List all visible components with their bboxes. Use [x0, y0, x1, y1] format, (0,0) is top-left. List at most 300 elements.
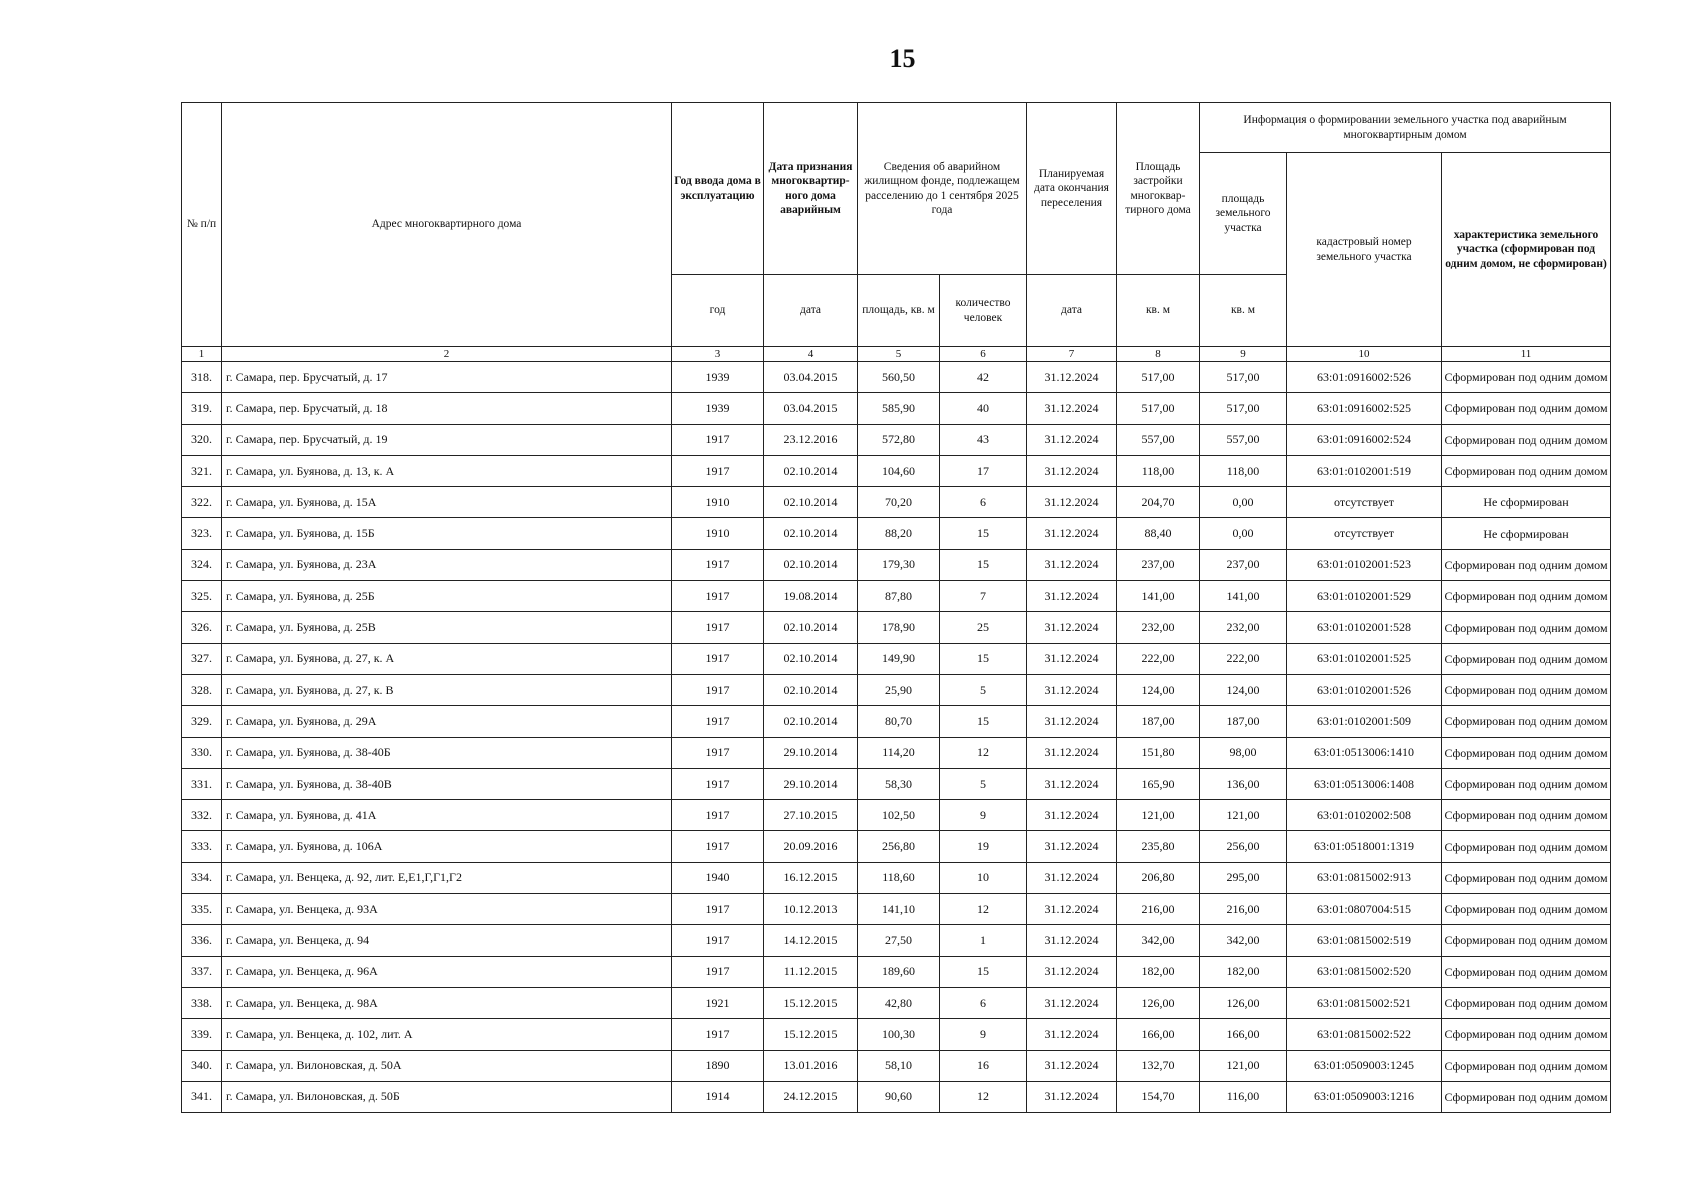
row-number: 338. [182, 987, 222, 1018]
recognition-date-cell: 03.04.2015 [764, 393, 858, 424]
year-cell: 1917 [672, 800, 764, 831]
land-area-cell: 557,00 [1200, 424, 1287, 455]
recognition-date-cell: 16.12.2015 [764, 862, 858, 893]
table-row [182, 925, 1611, 956]
table-row [182, 768, 1611, 799]
land-area-cell: 517,00 [1200, 393, 1287, 424]
column-number: 6 [940, 347, 1027, 362]
cadastral-number-cell: 63:01:0518001:1319 [1287, 831, 1442, 862]
planned-date-cell: 31.12.2024 [1027, 362, 1117, 393]
people-cell: 16 [940, 1050, 1027, 1081]
address-cell: г. Самара, пер. Брусчатый, д. 19 [222, 424, 672, 455]
table-row [182, 549, 1611, 580]
table-row [182, 643, 1611, 674]
address-cell: г. Самара, ул. Буянова, д. 38-40В [222, 768, 672, 799]
built-area-cell: 235,80 [1117, 831, 1200, 862]
land-area-cell: 232,00 [1200, 612, 1287, 643]
people-cell: 17 [940, 455, 1027, 486]
table-row [182, 831, 1611, 862]
people-cell: 42 [940, 362, 1027, 393]
land-status-cell: Сформирован под одним домом [1442, 1081, 1611, 1112]
column-number: 8 [1117, 347, 1200, 362]
area-cell: 102,50 [858, 800, 940, 831]
unit-area: площадь, кв. м [858, 275, 940, 347]
area-cell: 149,90 [858, 643, 940, 674]
emergency-housing-table [181, 102, 1611, 1113]
address-cell: г. Самара, пер. Брусчатый, д. 17 [222, 362, 672, 393]
area-cell: 25,90 [858, 674, 940, 705]
area-cell: 560,50 [858, 362, 940, 393]
table-row [182, 1050, 1611, 1081]
planned-date-cell: 31.12.2024 [1027, 737, 1117, 768]
table-row [182, 674, 1611, 705]
address-cell: г. Самара, ул. Буянова, д. 13, к. А [222, 455, 672, 486]
cadastral-number-cell: отсутствует [1287, 518, 1442, 549]
unit-year: год [672, 275, 764, 347]
land-area-cell: 136,00 [1200, 768, 1287, 799]
column-number: 9 [1200, 347, 1287, 362]
area-cell: 118,60 [858, 862, 940, 893]
planned-date-cell: 31.12.2024 [1027, 393, 1117, 424]
recognition-date-cell: 23.12.2016 [764, 424, 858, 455]
area-cell: 256,80 [858, 831, 940, 862]
col-cadastral-header: кадастровый номер земельного участка [1287, 153, 1442, 347]
year-cell: 1917 [672, 643, 764, 674]
land-status-cell: Сформирован под одним домом [1442, 362, 1611, 393]
table-row [182, 518, 1611, 549]
land-status-cell: Сформирован под одним домом [1442, 424, 1611, 455]
address-cell: г. Самара, ул. Вилоновская, д. 50Б [222, 1081, 672, 1112]
built-area-cell: 154,70 [1117, 1081, 1200, 1112]
cadastral-number-cell: отсутствует [1287, 487, 1442, 518]
built-area-cell: 126,00 [1117, 987, 1200, 1018]
planned-date-cell: 31.12.2024 [1027, 612, 1117, 643]
land-area-cell: 517,00 [1200, 362, 1287, 393]
table-row [182, 455, 1611, 486]
recognition-date-cell: 11.12.2015 [764, 956, 858, 987]
land-area-cell: 166,00 [1200, 1019, 1287, 1050]
year-cell: 1939 [672, 362, 764, 393]
address-cell: г. Самара, ул. Вилоновская, д. 50А [222, 1050, 672, 1081]
cadastral-number-cell: 63:01:0102002:508 [1287, 800, 1442, 831]
area-cell: 114,20 [858, 737, 940, 768]
year-cell: 1917 [672, 674, 764, 705]
cadastral-number-cell: 63:01:0807004:515 [1287, 894, 1442, 925]
planned-date-cell: 31.12.2024 [1027, 1081, 1117, 1112]
planned-date-cell: 31.12.2024 [1027, 956, 1117, 987]
built-area-cell: 187,00 [1117, 706, 1200, 737]
address-cell: г. Самара, ул. Буянова, д. 41А [222, 800, 672, 831]
land-area-cell: 124,00 [1200, 674, 1287, 705]
recognition-date-cell: 02.10.2014 [764, 518, 858, 549]
land-status-cell: Сформирован под одним домом [1442, 831, 1611, 862]
column-number: 10 [1287, 347, 1442, 362]
built-area-cell: 517,00 [1117, 393, 1200, 424]
row-number: 333. [182, 831, 222, 862]
planned-date-cell: 31.12.2024 [1027, 1050, 1117, 1081]
year-cell: 1890 [672, 1050, 764, 1081]
row-number: 336. [182, 925, 222, 956]
cadastral-number-cell: 63:01:0916002:524 [1287, 424, 1442, 455]
unit-date2: дата [1027, 275, 1117, 347]
people-cell: 6 [940, 987, 1027, 1018]
recognition-date-cell: 14.12.2015 [764, 925, 858, 956]
planned-date-cell: 31.12.2024 [1027, 862, 1117, 893]
people-cell: 25 [940, 612, 1027, 643]
built-area-cell: 88,40 [1117, 518, 1200, 549]
land-status-cell: Сформирован под одним домом [1442, 737, 1611, 768]
cadastral-number-cell: 63:01:0815002:519 [1287, 925, 1442, 956]
row-number: 335. [182, 894, 222, 925]
col-built-area-header: Площадь застройки многоквар-тирного дома [1117, 103, 1200, 275]
area-cell: 179,30 [858, 549, 940, 580]
planned-date-cell: 31.12.2024 [1027, 1019, 1117, 1050]
table-row [182, 424, 1611, 455]
table-row [182, 487, 1611, 518]
planned-date-cell: 31.12.2024 [1027, 768, 1117, 799]
land-area-cell: 256,00 [1200, 831, 1287, 862]
address-cell: г. Самара, ул. Венцека, д. 96А [222, 956, 672, 987]
built-area-cell: 237,00 [1117, 549, 1200, 580]
year-cell: 1917 [672, 581, 764, 612]
column-number: 7 [1027, 347, 1117, 362]
area-cell: 87,80 [858, 581, 940, 612]
land-status-cell: Сформирован под одним домом [1442, 800, 1611, 831]
area-cell: 572,80 [858, 424, 940, 455]
land-status-cell: Сформирован под одним домом [1442, 768, 1611, 799]
table-row [182, 956, 1611, 987]
area-cell: 585,90 [858, 393, 940, 424]
built-area-cell: 165,90 [1117, 768, 1200, 799]
planned-date-cell: 31.12.2024 [1027, 706, 1117, 737]
recognition-date-cell: 02.10.2014 [764, 487, 858, 518]
recognition-date-cell: 02.10.2014 [764, 643, 858, 674]
people-cell: 5 [940, 674, 1027, 705]
people-cell: 15 [940, 518, 1027, 549]
row-number: 318. [182, 362, 222, 393]
row-number: 326. [182, 612, 222, 643]
planned-date-cell: 31.12.2024 [1027, 424, 1117, 455]
table-row [182, 894, 1611, 925]
address-cell: г. Самара, ул. Буянова, д. 38-40Б [222, 737, 672, 768]
year-cell: 1917 [672, 894, 764, 925]
col-emergency-group-header: Сведения об аварийном жилищном фонде, подлежащем расселению до 1 сентября 2025 года [858, 103, 1027, 275]
land-area-cell: 187,00 [1200, 706, 1287, 737]
planned-date-cell: 31.12.2024 [1027, 518, 1117, 549]
built-area-cell: 204,70 [1117, 487, 1200, 518]
cadastral-number-cell: 63:01:0513006:1410 [1287, 737, 1442, 768]
land-status-cell: Сформирован под одним домом [1442, 581, 1611, 612]
row-number: 332. [182, 800, 222, 831]
col-num-header: № п/п [182, 103, 222, 347]
land-status-cell: Сформирован под одним домом [1442, 925, 1611, 956]
row-number: 330. [182, 737, 222, 768]
area-cell: 58,10 [858, 1050, 940, 1081]
built-area-cell: 124,00 [1117, 674, 1200, 705]
cadastral-number-cell: 63:01:0815002:913 [1287, 862, 1442, 893]
address-cell: г. Самара, ул. Венцека, д. 94 [222, 925, 672, 956]
address-cell: г. Самара, ул. Буянова, д. 29А [222, 706, 672, 737]
land-area-cell: 182,00 [1200, 956, 1287, 987]
recognition-date-cell: 02.10.2014 [764, 674, 858, 705]
area-cell: 90,60 [858, 1081, 940, 1112]
land-status-cell: Сформирован под одним домом [1442, 643, 1611, 674]
unit-people: количество человек [940, 275, 1027, 347]
land-status-cell: Сформирован под одним домом [1442, 894, 1611, 925]
land-status-cell: Сформирован под одним домом [1442, 455, 1611, 486]
table-body [182, 362, 1611, 1113]
address-cell: г. Самара, ул. Буянова, д. 25Б [222, 581, 672, 612]
cadastral-number-cell: 63:01:0815002:520 [1287, 956, 1442, 987]
col-land-area-header: площадь земельного участка [1200, 153, 1287, 275]
cadastral-number-cell: 63:01:0102001:519 [1287, 455, 1442, 486]
recognition-date-cell: 24.12.2015 [764, 1081, 858, 1112]
land-status-cell: Сформирован под одним домом [1442, 674, 1611, 705]
table-row [182, 800, 1611, 831]
row-number: 341. [182, 1081, 222, 1112]
people-cell: 9 [940, 1019, 1027, 1050]
row-number: 339. [182, 1019, 222, 1050]
cadastral-number-cell: 63:01:0102001:529 [1287, 581, 1442, 612]
column-number: 1 [182, 347, 222, 362]
row-number: 320. [182, 424, 222, 455]
built-area-cell: 141,00 [1117, 581, 1200, 612]
year-cell: 1917 [672, 549, 764, 580]
land-area-cell: 342,00 [1200, 925, 1287, 956]
cadastral-number-cell: 63:01:0102001:526 [1287, 674, 1442, 705]
recognition-date-cell: 03.04.2015 [764, 362, 858, 393]
planned-date-cell: 31.12.2024 [1027, 643, 1117, 674]
area-cell: 141,10 [858, 894, 940, 925]
address-cell: г. Самара, ул. Буянова, д. 25В [222, 612, 672, 643]
land-status-cell: Не сформирован [1442, 518, 1611, 549]
land-area-cell: 0,00 [1200, 518, 1287, 549]
built-area-cell: 216,00 [1117, 894, 1200, 925]
table-row [182, 1081, 1611, 1112]
people-cell: 12 [940, 1081, 1027, 1112]
planned-date-cell: 31.12.2024 [1027, 800, 1117, 831]
table-row [182, 1019, 1611, 1050]
table-row [182, 362, 1611, 393]
year-cell: 1910 [672, 518, 764, 549]
planned-date-cell: 31.12.2024 [1027, 925, 1117, 956]
built-area-cell: 132,70 [1117, 1050, 1200, 1081]
recognition-date-cell: 13.01.2016 [764, 1050, 858, 1081]
table-row [182, 706, 1611, 737]
address-cell: г. Самара, ул. Венцека, д. 93А [222, 894, 672, 925]
recognition-date-cell: 02.10.2014 [764, 455, 858, 486]
address-cell: г. Самара, ул. Венцека, д. 102, лит. А [222, 1019, 672, 1050]
year-cell: 1940 [672, 862, 764, 893]
land-status-cell: Сформирован под одним домом [1442, 956, 1611, 987]
col-address-header: Адрес многоквартирного дома [222, 103, 672, 347]
area-cell: 178,90 [858, 612, 940, 643]
land-status-cell: Сформирован под одним домом [1442, 393, 1611, 424]
land-status-cell: Сформирован под одним домом [1442, 862, 1611, 893]
land-status-cell: Сформирован под одним домом [1442, 706, 1611, 737]
row-number: 329. [182, 706, 222, 737]
col-year-header: Год ввода дома в эксплуатацию [672, 103, 764, 275]
row-number: 324. [182, 549, 222, 580]
cadastral-number-cell: 63:01:0916002:525 [1287, 393, 1442, 424]
recognition-date-cell: 02.10.2014 [764, 706, 858, 737]
table-row [182, 862, 1611, 893]
land-area-cell: 237,00 [1200, 549, 1287, 580]
row-number: 337. [182, 956, 222, 987]
year-cell: 1917 [672, 737, 764, 768]
year-cell: 1917 [672, 424, 764, 455]
area-cell: 88,20 [858, 518, 940, 549]
cadastral-number-cell: 63:01:0102001:525 [1287, 643, 1442, 674]
area-cell: 100,30 [858, 1019, 940, 1050]
row-number: 340. [182, 1050, 222, 1081]
year-cell: 1917 [672, 455, 764, 486]
cadastral-number-cell: 63:01:0815002:521 [1287, 987, 1442, 1018]
land-area-cell: 116,00 [1200, 1081, 1287, 1112]
row-number: 334. [182, 862, 222, 893]
row-number: 327. [182, 643, 222, 674]
col-planned-header: Планируемая дата окончания переселения [1027, 103, 1117, 275]
people-cell: 1 [940, 925, 1027, 956]
unit-date: дата [764, 275, 858, 347]
people-cell: 15 [940, 549, 1027, 580]
year-cell: 1917 [672, 956, 764, 987]
recognition-date-cell: 10.12.2013 [764, 894, 858, 925]
column-numbers-row [182, 347, 1611, 362]
people-cell: 7 [940, 581, 1027, 612]
cadastral-number-cell: 63:01:0102001:528 [1287, 612, 1442, 643]
year-cell: 1910 [672, 487, 764, 518]
year-cell: 1917 [672, 1019, 764, 1050]
row-number: 322. [182, 487, 222, 518]
recognition-date-cell: 27.10.2015 [764, 800, 858, 831]
recognition-date-cell: 15.12.2015 [764, 987, 858, 1018]
page-number: 15 [889, 44, 916, 73]
planned-date-cell: 31.12.2024 [1027, 487, 1117, 518]
year-cell: 1939 [672, 393, 764, 424]
year-cell: 1917 [672, 831, 764, 862]
planned-date-cell: 31.12.2024 [1027, 894, 1117, 925]
area-cell: 42,80 [858, 987, 940, 1018]
table-row [182, 737, 1611, 768]
land-area-cell: 295,00 [1200, 862, 1287, 893]
cadastral-number-cell: 63:01:0509003:1216 [1287, 1081, 1442, 1112]
land-area-cell: 222,00 [1200, 643, 1287, 674]
col-land-group-header: Информация о формировании земельного участка под аварийным многоквартирным домом [1200, 103, 1611, 153]
row-number: 325. [182, 581, 222, 612]
people-cell: 10 [940, 862, 1027, 893]
land-status-cell: Сформирован под одним домом [1442, 612, 1611, 643]
year-cell: 1921 [672, 987, 764, 1018]
cadastral-number-cell: 63:01:0513006:1408 [1287, 768, 1442, 799]
year-cell: 1917 [672, 768, 764, 799]
address-cell: г. Самара, пер. Брусчатый, д. 18 [222, 393, 672, 424]
built-area-cell: 121,00 [1117, 800, 1200, 831]
address-cell: г. Самара, ул. Буянова, д. 106А [222, 831, 672, 862]
land-area-cell: 121,00 [1200, 800, 1287, 831]
people-cell: 12 [940, 737, 1027, 768]
land-area-cell: 126,00 [1200, 987, 1287, 1018]
recognition-date-cell: 15.12.2015 [764, 1019, 858, 1050]
planned-date-cell: 31.12.2024 [1027, 987, 1117, 1018]
row-number: 328. [182, 674, 222, 705]
recognition-date-cell: 20.09.2016 [764, 831, 858, 862]
year-cell: 1917 [672, 925, 764, 956]
land-status-cell: Сформирован под одним домом [1442, 987, 1611, 1018]
recognition-date-cell: 02.10.2014 [764, 612, 858, 643]
area-cell: 189,60 [858, 956, 940, 987]
col-characteristic-header: характеристика земельного участка (сформирован под одним домом, не сформирован) [1442, 153, 1611, 347]
column-number: 4 [764, 347, 858, 362]
address-cell: г. Самара, ул. Буянова, д. 27, к. В [222, 674, 672, 705]
cadastral-number-cell: 63:01:0815002:522 [1287, 1019, 1442, 1050]
built-area-cell: 232,00 [1117, 612, 1200, 643]
built-area-cell: 517,00 [1117, 362, 1200, 393]
land-status-cell: Сформирован под одним домом [1442, 1050, 1611, 1081]
row-number: 331. [182, 768, 222, 799]
cadastral-number-cell: 63:01:0916002:526 [1287, 362, 1442, 393]
address-cell: г. Самара, ул. Венцека, д. 98А [222, 987, 672, 1018]
row-number: 321. [182, 455, 222, 486]
year-cell: 1917 [672, 706, 764, 737]
unit-sqm2: кв. м [1200, 275, 1287, 347]
column-number: 3 [672, 347, 764, 362]
people-cell: 15 [940, 643, 1027, 674]
people-cell: 9 [940, 800, 1027, 831]
people-cell: 15 [940, 956, 1027, 987]
land-area-cell: 141,00 [1200, 581, 1287, 612]
people-cell: 6 [940, 487, 1027, 518]
built-area-cell: 557,00 [1117, 424, 1200, 455]
column-number: 5 [858, 347, 940, 362]
land-status-cell: Не сформирован [1442, 487, 1611, 518]
land-area-cell: 0,00 [1200, 487, 1287, 518]
row-number: 323. [182, 518, 222, 549]
built-area-cell: 342,00 [1117, 925, 1200, 956]
recognition-date-cell: 29.10.2014 [764, 737, 858, 768]
built-area-cell: 118,00 [1117, 455, 1200, 486]
unit-sqm: кв. м [1117, 275, 1200, 347]
table-row [182, 581, 1611, 612]
area-cell: 104,60 [858, 455, 940, 486]
land-status-cell: Сформирован под одним домом [1442, 549, 1611, 580]
table-row [182, 393, 1611, 424]
recognition-date-cell: 02.10.2014 [764, 549, 858, 580]
people-cell: 15 [940, 706, 1027, 737]
land-status-cell: Сформирован под одним домом [1442, 1019, 1611, 1050]
people-cell: 19 [940, 831, 1027, 862]
land-area-cell: 98,00 [1200, 737, 1287, 768]
address-cell: г. Самара, ул. Буянова, д. 27, к. А [222, 643, 672, 674]
planned-date-cell: 31.12.2024 [1027, 455, 1117, 486]
planned-date-cell: 31.12.2024 [1027, 549, 1117, 580]
year-cell: 1917 [672, 612, 764, 643]
built-area-cell: 182,00 [1117, 956, 1200, 987]
area-cell: 70,20 [858, 487, 940, 518]
land-area-cell: 118,00 [1200, 455, 1287, 486]
recognition-date-cell: 29.10.2014 [764, 768, 858, 799]
built-area-cell: 166,00 [1117, 1019, 1200, 1050]
row-number: 319. [182, 393, 222, 424]
col-recognition-header: Дата признания многоквартир-ного дома аварийным [764, 103, 858, 275]
planned-date-cell: 31.12.2024 [1027, 674, 1117, 705]
people-cell: 43 [940, 424, 1027, 455]
address-cell: г. Самара, ул. Буянова, д. 15Б [222, 518, 672, 549]
column-number: 11 [1442, 347, 1611, 362]
column-number: 2 [222, 347, 672, 362]
address-cell: г. Самара, ул. Буянова, д. 15А [222, 487, 672, 518]
cadastral-number-cell: 63:01:0102001:509 [1287, 706, 1442, 737]
